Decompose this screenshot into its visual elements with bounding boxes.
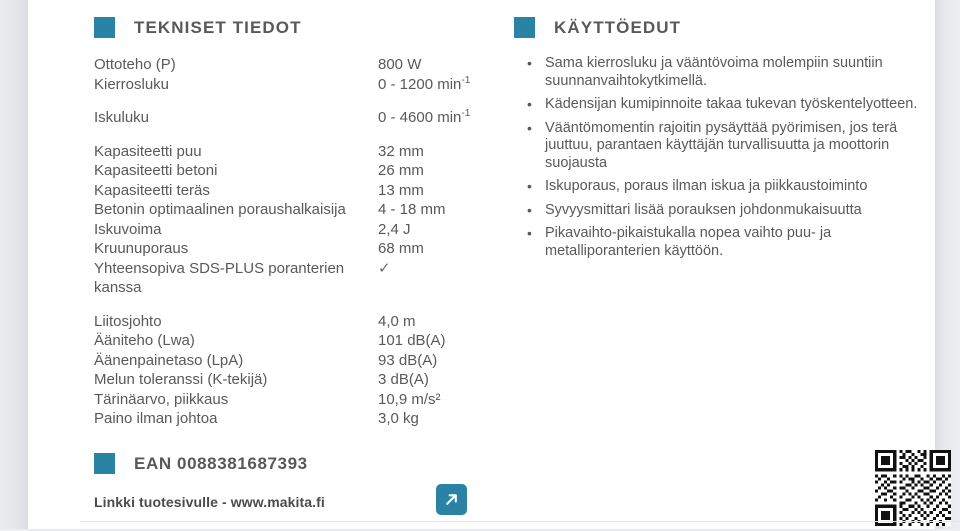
spec-label: Betonin optimaalinen poraushalkaisija — [94, 201, 346, 218]
spec-value: 3,0 kg — [378, 410, 419, 427]
technical-section-heading — [94, 17, 302, 38]
benefit-item: • Sama kierrosluku ja vääntövoima molempiin suuntiin suunnanvaihtokytkimellä. — [525, 55, 925, 90]
spec-row — [94, 390, 494, 410]
spec-group — [94, 55, 494, 94]
technical-spec-table — [94, 55, 494, 429]
spec-row — [94, 312, 494, 332]
spec-label: Paino ilman johtoa — [94, 410, 218, 427]
benefits-list — [525, 55, 925, 266]
spec-row — [94, 259, 494, 298]
spec-row — [94, 351, 494, 371]
spec-row — [94, 75, 494, 95]
spec-group — [94, 142, 494, 298]
spec-value: 800 W — [378, 56, 422, 73]
spec-row — [94, 370, 494, 390]
square-marker-icon — [514, 17, 535, 38]
benefits-section-title: KÄYTTÖEDUT — [554, 17, 682, 37]
spec-label: Melun toleranssi (K-tekijä) — [94, 371, 268, 388]
spec-row — [94, 409, 494, 429]
spec-label: Kapasiteetti betoni — [94, 162, 218, 179]
spec-value-exponent: -1 — [461, 108, 471, 119]
benefit-item: • Vääntömomentin rajoitin pysäyttää pyörimisen, jos terä juuttuu, parantaen käyttäjän turvallisuutta ja moottorin suojausta — [525, 120, 925, 173]
spec-label: Ottoteho (P) — [94, 56, 176, 73]
benefit-item: • Iskuporaus, poraus ilman iskua ja piikkaustoiminto — [525, 178, 925, 196]
spec-label: Tärinäarvo, piikkaus — [94, 390, 229, 408]
spec-value: 4,0 m — [378, 312, 416, 330]
spec-value: 13 mm — [378, 181, 424, 199]
spec-value: 93 dB(A) — [378, 351, 438, 369]
technical-section-title: TEKNISET TIEDOT — [134, 17, 302, 37]
spec-value: 68 mm — [378, 240, 424, 257]
benefits-section-heading — [514, 17, 681, 38]
external-link-arrow-icon — [443, 491, 460, 508]
benefit-item: • Syvyysmittari lisää porauksen johdonmukaisuutta — [525, 202, 925, 220]
spec-value-text: 0 - 4600 min — [378, 109, 462, 126]
external-link-button[interactable] — [436, 484, 467, 515]
spec-label: Kierrosluku — [94, 75, 170, 93]
spec-label: Liitosjohto — [94, 312, 162, 330]
qr-code-icon[interactable] — [874, 450, 952, 526]
footer-divider — [80, 521, 960, 522]
spec-value: 10,9 m/s² — [378, 390, 441, 408]
spec-label: Ääniteho (Lwa) — [94, 332, 195, 349]
ean-section-heading — [94, 453, 308, 474]
spec-label: Kapasiteetti puu — [94, 142, 202, 160]
spec-value: 32 mm — [378, 142, 424, 160]
benefit-item: • Pikavaihto-pikaistukalla nopea vaihto puu- ja metalliporanterien käyttöön. — [525, 225, 925, 260]
square-marker-icon — [94, 453, 115, 474]
square-marker-icon — [94, 17, 115, 38]
spec-value: ✓ — [378, 259, 391, 277]
spec-group — [94, 108, 494, 128]
spec-label: Kapasiteetti teräs — [94, 181, 210, 199]
spec-value-exponent: -1 — [461, 74, 471, 86]
product-spec-page — [28, 0, 935, 529]
spec-label: Yhteensopiva SDS-PLUS poranterien kanssa — [94, 259, 345, 296]
product-link-text[interactable]: Linkki tuotesivulle - www.makita.fi — [94, 494, 325, 510]
spec-row — [94, 220, 494, 240]
spec-value: 101 dB(A) — [378, 332, 446, 349]
spec-row — [94, 108, 494, 128]
spec-value-text: 0 - 1200 min — [378, 75, 462, 93]
spec-label: Äänenpainetaso (LpA) — [94, 351, 244, 369]
spec-value: 26 mm — [378, 162, 424, 179]
spec-label: Iskuvoima — [94, 220, 162, 238]
spec-row — [94, 55, 494, 75]
spec-row — [94, 331, 494, 351]
spec-label: Kruunuporaus — [94, 240, 189, 257]
page-gutter-left — [0, 0, 28, 529]
spec-row — [94, 200, 494, 220]
spec-row — [94, 142, 494, 162]
spec-group — [94, 312, 494, 429]
spec-value — [378, 75, 494, 95]
spec-label: Iskuluku — [94, 109, 150, 126]
spec-value — [378, 108, 494, 128]
spec-value: 2,4 J — [378, 220, 411, 238]
spec-row — [94, 161, 494, 181]
spec-value: 3 dB(A) — [378, 371, 429, 388]
spec-value: 4 - 18 mm — [378, 201, 446, 218]
ean-code-label: EAN 0088381687393 — [134, 453, 308, 473]
spec-row — [94, 239, 494, 259]
product-link-row — [94, 494, 325, 510]
spec-row — [94, 181, 494, 201]
benefit-item: • Kädensijan kumipinnoite takaa tukevan työskentelyotteen. — [525, 96, 925, 114]
